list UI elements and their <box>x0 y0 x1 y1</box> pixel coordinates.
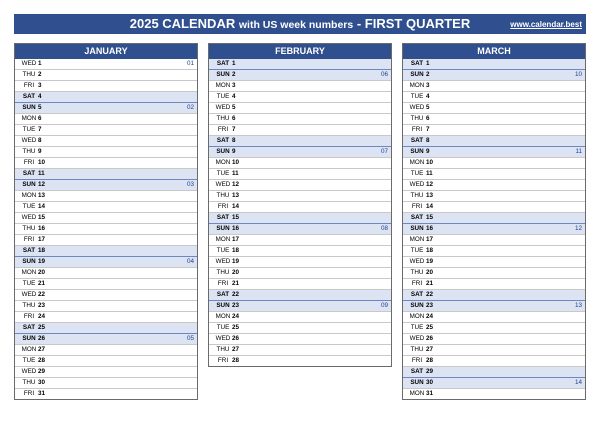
day-number: 5 <box>426 104 430 111</box>
weekday-label: TUE <box>410 324 424 331</box>
month-header: FEBRUARY <box>209 44 391 59</box>
weekday-label: WED <box>21 214 37 221</box>
weekday-label: MON <box>215 82 231 89</box>
day-number: 3 <box>232 82 236 89</box>
day-number: 29 <box>426 368 434 375</box>
day-row <box>403 124 585 135</box>
weekday-label: FRI <box>411 126 423 133</box>
day-number: 17 <box>232 236 240 243</box>
day-number: 18 <box>426 247 434 254</box>
day-row <box>209 69 391 80</box>
weekday-label: THU <box>216 269 230 276</box>
day-row <box>403 223 585 234</box>
day-number: 25 <box>232 324 240 331</box>
week-number: 10 <box>574 71 582 78</box>
day-number: 27 <box>38 346 46 353</box>
day-row <box>209 168 391 179</box>
weekday-label: SUN <box>22 104 36 111</box>
weekday-label: THU <box>22 302 36 309</box>
day-row <box>403 59 585 69</box>
weekday-label: FRI <box>217 280 229 287</box>
day-list <box>15 59 197 399</box>
weekday-label: SUN <box>22 181 36 188</box>
day-row <box>403 256 585 267</box>
weekday-label: SAT <box>216 214 230 221</box>
weekday-label: THU <box>22 379 36 386</box>
day-number: 6 <box>38 115 42 122</box>
weekday-label: FRI <box>411 280 423 287</box>
week-number: 12 <box>574 225 582 232</box>
day-row <box>15 102 197 113</box>
weekday-label: THU <box>22 148 36 155</box>
day-number: 8 <box>232 137 236 144</box>
day-number: 24 <box>232 313 240 320</box>
week-number: 03 <box>186 181 194 188</box>
weekday-label: MON <box>21 269 37 276</box>
day-row <box>209 157 391 168</box>
day-row <box>209 267 391 278</box>
day-row <box>15 366 197 377</box>
day-number: 5 <box>232 104 236 111</box>
weekday-label: FRI <box>217 357 229 364</box>
day-number: 7 <box>426 126 430 133</box>
day-row <box>403 388 585 399</box>
day-row <box>403 113 585 124</box>
weekday-label: SUN <box>410 302 424 309</box>
day-number: 6 <box>426 115 430 122</box>
day-number: 30 <box>426 379 434 386</box>
day-number: 31 <box>426 390 434 397</box>
day-number: 28 <box>232 357 240 364</box>
day-row <box>15 212 197 223</box>
day-number: 26 <box>38 335 46 342</box>
day-number: 2 <box>426 71 430 78</box>
day-row <box>403 135 585 146</box>
day-number: 16 <box>38 225 46 232</box>
weekday-label: THU <box>22 71 36 78</box>
day-number: 21 <box>426 280 434 287</box>
day-number: 12 <box>232 181 240 188</box>
day-row <box>15 245 197 256</box>
day-number: 25 <box>38 324 46 331</box>
day-number: 27 <box>232 346 240 353</box>
weekday-label: FRI <box>217 126 229 133</box>
day-number: 11 <box>38 170 45 177</box>
day-row <box>403 146 585 157</box>
day-row <box>15 333 197 344</box>
day-row <box>209 322 391 333</box>
day-number: 20 <box>232 269 240 276</box>
day-number: 23 <box>38 302 46 309</box>
day-number: 19 <box>426 258 434 265</box>
day-number: 11 <box>426 170 433 177</box>
month-panel-february <box>208 43 392 367</box>
day-number: 31 <box>38 390 46 397</box>
weekday-label: TUE <box>22 126 36 133</box>
day-row <box>403 168 585 179</box>
day-row <box>403 157 585 168</box>
day-number: 15 <box>426 214 434 221</box>
day-number: 11 <box>232 170 239 177</box>
day-row <box>15 80 197 91</box>
weekday-label: FRI <box>23 236 35 243</box>
day-number: 7 <box>38 126 42 133</box>
day-row <box>209 333 391 344</box>
day-row <box>209 245 391 256</box>
weekday-label: MON <box>409 82 425 89</box>
day-number: 18 <box>232 247 240 254</box>
day-row <box>209 113 391 124</box>
weekday-label: MON <box>409 390 425 397</box>
weekday-label: WED <box>215 258 231 265</box>
weekday-label: TUE <box>410 247 424 254</box>
weekday-label: SUN <box>22 258 36 265</box>
weekday-label: TUE <box>410 170 424 177</box>
month-panel-january <box>14 43 198 400</box>
weekday-label: TUE <box>216 170 230 177</box>
day-number: 8 <box>426 137 430 144</box>
weekday-label: WED <box>409 258 425 265</box>
day-number: 13 <box>38 192 46 199</box>
day-row <box>15 168 197 179</box>
day-number: 27 <box>426 346 434 353</box>
day-row <box>209 146 391 157</box>
weekday-label: MON <box>215 313 231 320</box>
week-number: 11 <box>575 148 582 155</box>
weekday-label: WED <box>21 137 37 144</box>
day-row <box>403 267 585 278</box>
week-number: 02 <box>186 104 194 111</box>
day-row <box>209 344 391 355</box>
weekday-label: SUN <box>410 148 424 155</box>
month-header: JANUARY <box>15 44 197 59</box>
weekday-label: THU <box>216 115 230 122</box>
weekday-label: SUN <box>410 225 424 232</box>
day-row <box>209 124 391 135</box>
week-number: 14 <box>574 379 582 386</box>
weekday-label: SAT <box>22 247 36 254</box>
day-number: 14 <box>426 203 434 210</box>
day-number: 13 <box>426 192 434 199</box>
day-row <box>209 256 391 267</box>
weekday-label: WED <box>409 104 425 111</box>
day-row <box>15 223 197 234</box>
weekday-label: SAT <box>410 368 424 375</box>
day-number: 22 <box>426 291 434 298</box>
weekday-label: SAT <box>410 214 424 221</box>
weekday-label: SAT <box>410 137 424 144</box>
weekday-label: THU <box>216 346 230 353</box>
day-number: 10 <box>38 159 46 166</box>
weekday-label: WED <box>21 60 37 67</box>
day-list <box>209 59 391 366</box>
day-number: 5 <box>38 104 42 111</box>
day-row <box>403 102 585 113</box>
day-row <box>403 69 585 80</box>
day-number: 9 <box>232 148 236 155</box>
day-number: 23 <box>426 302 434 309</box>
day-row <box>15 146 197 157</box>
day-row <box>403 300 585 311</box>
day-number: 21 <box>232 280 240 287</box>
day-number: 16 <box>232 225 240 232</box>
weekday-label: FRI <box>23 159 35 166</box>
weekday-label: FRI <box>23 82 35 89</box>
day-row <box>209 278 391 289</box>
day-row <box>15 355 197 366</box>
day-number: 22 <box>232 291 240 298</box>
weekday-label: SAT <box>216 60 230 67</box>
day-number: 10 <box>426 159 434 166</box>
day-row <box>15 256 197 267</box>
title-bar <box>14 14 586 34</box>
week-number: 07 <box>380 148 388 155</box>
day-row <box>209 289 391 300</box>
weekday-label: WED <box>215 335 231 342</box>
weekday-label: MON <box>215 159 231 166</box>
day-row <box>15 377 197 388</box>
day-row <box>403 179 585 190</box>
day-number: 26 <box>232 335 240 342</box>
weekday-label: TUE <box>22 203 36 210</box>
weekday-label: SUN <box>410 71 424 78</box>
weekday-label: THU <box>410 115 424 122</box>
day-number: 1 <box>38 60 42 67</box>
day-row <box>403 245 585 256</box>
day-number: 30 <box>38 379 46 386</box>
day-number: 7 <box>232 126 236 133</box>
week-number: 13 <box>574 302 582 309</box>
weekday-label: WED <box>215 181 231 188</box>
day-row <box>403 344 585 355</box>
day-number: 25 <box>426 324 434 331</box>
day-number: 19 <box>38 258 46 265</box>
weekday-label: FRI <box>23 313 35 320</box>
day-row <box>403 212 585 223</box>
weekday-label: MON <box>215 236 231 243</box>
day-row <box>209 102 391 113</box>
day-row <box>15 91 197 102</box>
weekday-label: TUE <box>216 247 230 254</box>
day-number: 24 <box>426 313 434 320</box>
week-number: 08 <box>380 225 388 232</box>
day-row <box>15 190 197 201</box>
weekday-label: FRI <box>411 203 423 210</box>
weekday-label: WED <box>409 335 425 342</box>
week-number: 09 <box>380 302 388 309</box>
day-number: 28 <box>38 357 46 364</box>
weekday-label: SUN <box>216 148 230 155</box>
weekday-label: THU <box>410 192 424 199</box>
day-row <box>209 300 391 311</box>
day-number: 12 <box>426 181 434 188</box>
day-row <box>209 355 391 366</box>
website-link[interactable]: www.calendar.best <box>510 20 582 29</box>
day-number: 4 <box>38 93 42 100</box>
day-row <box>403 311 585 322</box>
weekday-label: MON <box>409 236 425 243</box>
day-number: 14 <box>232 203 240 210</box>
day-row <box>15 344 197 355</box>
day-row <box>15 69 197 80</box>
weekday-label: THU <box>410 269 424 276</box>
day-number: 26 <box>426 335 434 342</box>
day-row <box>403 278 585 289</box>
day-row <box>403 190 585 201</box>
day-number: 19 <box>232 258 240 265</box>
weekday-label: THU <box>216 192 230 199</box>
day-row <box>209 201 391 212</box>
day-number: 20 <box>38 269 46 276</box>
day-row <box>209 223 391 234</box>
day-number: 15 <box>38 214 46 221</box>
title-subtitle: with US week numbers <box>238 19 354 31</box>
weekday-label: SUN <box>216 225 230 232</box>
weekday-label: SUN <box>216 302 230 309</box>
day-number: 14 <box>38 203 46 210</box>
week-number: 05 <box>186 335 194 342</box>
day-row <box>15 311 197 322</box>
weekday-label: FRI <box>217 203 229 210</box>
day-row <box>15 388 197 399</box>
weekday-label: SAT <box>216 291 230 298</box>
weekday-label: MON <box>409 313 425 320</box>
day-row <box>403 289 585 300</box>
weekday-label: SAT <box>216 137 230 144</box>
weekday-label: WED <box>215 104 231 111</box>
day-number: 10 <box>232 159 240 166</box>
weekday-label: WED <box>21 368 37 375</box>
week-number: 04 <box>186 258 194 265</box>
weekday-label: SAT <box>22 170 36 177</box>
day-number: 2 <box>38 71 42 78</box>
day-number: 28 <box>426 357 434 364</box>
day-row <box>209 212 391 223</box>
day-number: 24 <box>38 313 46 320</box>
month-panel-march <box>402 43 586 400</box>
day-number: 4 <box>426 93 430 100</box>
day-row <box>15 59 197 69</box>
day-row <box>15 135 197 146</box>
day-row <box>15 234 197 245</box>
day-row <box>15 322 197 333</box>
day-number: 17 <box>38 236 46 243</box>
weekday-label: TUE <box>22 280 36 287</box>
day-row <box>15 267 197 278</box>
day-row <box>15 124 197 135</box>
day-row <box>209 80 391 91</box>
month-header: MARCH <box>403 44 585 59</box>
day-row <box>209 190 391 201</box>
weekday-label: MON <box>21 192 37 199</box>
weekday-label: MON <box>21 115 37 122</box>
day-row <box>403 355 585 366</box>
day-number: 22 <box>38 291 46 298</box>
day-row <box>403 333 585 344</box>
title-main: 2025 CALENDAR <box>129 16 236 31</box>
day-number: 8 <box>38 137 42 144</box>
day-row <box>209 59 391 69</box>
day-number: 12 <box>38 181 46 188</box>
weekday-label: TUE <box>216 324 230 331</box>
day-row <box>403 201 585 212</box>
day-row <box>403 322 585 333</box>
day-number: 3 <box>38 82 42 89</box>
day-number: 6 <box>232 115 236 122</box>
day-number: 2 <box>232 71 236 78</box>
day-row <box>209 135 391 146</box>
day-number: 16 <box>426 225 434 232</box>
weekday-label: SUN <box>410 379 424 386</box>
day-number: 1 <box>232 60 236 67</box>
weekday-label: FRI <box>411 357 423 364</box>
weekday-label: TUE <box>410 93 424 100</box>
weekday-label: SUN <box>22 335 36 342</box>
weekday-label: SUN <box>216 71 230 78</box>
day-number: 4 <box>232 93 236 100</box>
day-row <box>209 179 391 190</box>
title-quarter: - FIRST QUARTER <box>356 16 471 31</box>
day-number: 21 <box>38 280 46 287</box>
day-row <box>209 234 391 245</box>
week-number: 01 <box>186 60 194 67</box>
day-number: 23 <box>232 302 240 309</box>
day-row <box>15 278 197 289</box>
weekday-label: WED <box>21 291 37 298</box>
day-row <box>403 91 585 102</box>
day-row <box>403 234 585 245</box>
weekday-label: TUE <box>22 357 36 364</box>
weekday-label: SAT <box>22 324 36 331</box>
day-row <box>15 300 197 311</box>
day-number: 9 <box>426 148 430 155</box>
day-row <box>15 157 197 168</box>
day-number: 15 <box>232 214 240 221</box>
day-number: 9 <box>38 148 42 155</box>
day-number: 3 <box>426 82 430 89</box>
weekday-label: SAT <box>410 291 424 298</box>
weekday-label: THU <box>22 225 36 232</box>
weekday-label: MON <box>409 159 425 166</box>
day-row <box>15 113 197 124</box>
day-number: 17 <box>426 236 434 243</box>
weekday-label: MON <box>21 346 37 353</box>
weekday-label: WED <box>409 181 425 188</box>
weekday-label: TUE <box>216 93 230 100</box>
weekday-label: FRI <box>23 390 35 397</box>
day-row <box>403 377 585 388</box>
day-number: 13 <box>232 192 240 199</box>
day-row <box>209 311 391 322</box>
day-list <box>403 59 585 399</box>
day-number: 29 <box>38 368 46 375</box>
day-row <box>15 179 197 190</box>
day-number: 18 <box>38 247 46 254</box>
day-row <box>15 289 197 300</box>
day-number: 20 <box>426 269 434 276</box>
day-number: 1 <box>426 60 430 67</box>
day-row <box>403 80 585 91</box>
day-row <box>403 366 585 377</box>
weekday-label: SAT <box>22 93 36 100</box>
page-title <box>14 14 586 35</box>
weekday-label: SAT <box>410 60 424 67</box>
day-row <box>15 201 197 212</box>
week-number: 06 <box>380 71 388 78</box>
weekday-label: THU <box>410 346 424 353</box>
day-row <box>209 91 391 102</box>
